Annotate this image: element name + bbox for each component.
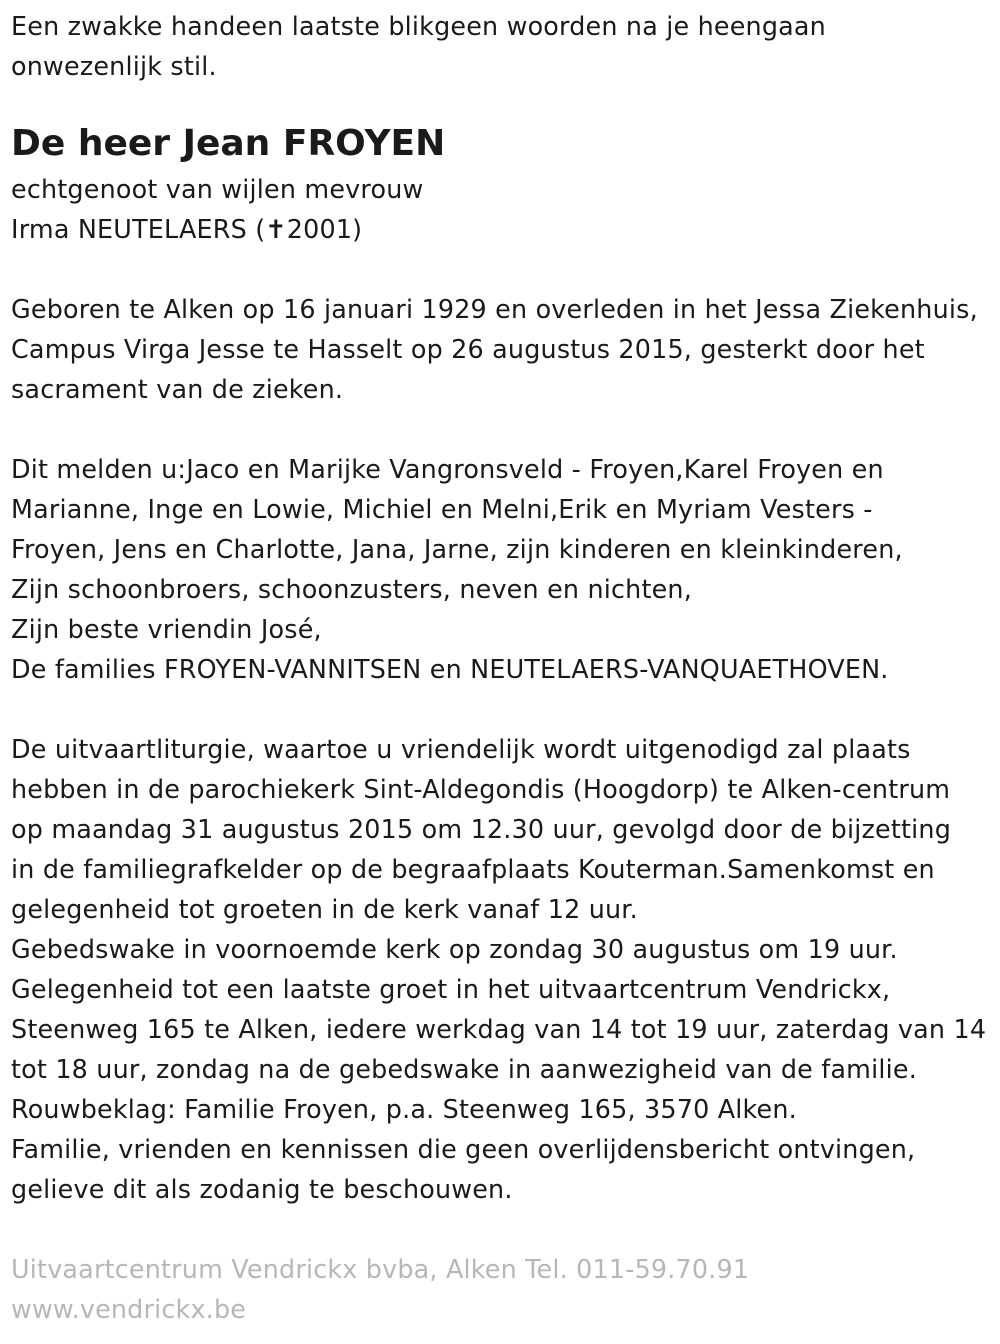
spacer	[11, 249, 996, 289]
paragraph-line: Geboren te Alken op 16 januari 1929 en overleden in het Jessa Ziekenhuis,	[11, 294, 978, 324]
paragraph-line: Rouwbeklag: Familie Froyen, p.a. Steenweg 165, 3570 Alken.	[11, 1094, 797, 1124]
paragraph-line: op maandag 31 augustus 2015 om 12.30 uur, gevolgd door de bijzetting	[11, 814, 952, 844]
birth-death-paragraph	[11, 289, 996, 409]
paragraph-line: Zijn beste vriendin José,	[11, 614, 322, 644]
paragraph-line: Steenweg 165 te Alken, iedere werkdag van 14 tot 19 uur, zaterdag van 14	[11, 1014, 987, 1044]
intro-line: onwezenlijk stil.	[11, 51, 217, 81]
paragraph-line: Gebedswake in voornoemde kerk op zondag 30 augustus om 19 uur.	[11, 934, 898, 964]
paragraph-line: in de familiegrafkelder op de begraafplaats Kouterman.Samenkomst en	[11, 854, 935, 884]
deceased-name: De heer Jean FROYEN	[11, 123, 446, 164]
funeral-home-website[interactable]: www.vendrickx.be	[11, 1294, 247, 1324]
paragraph-line: Familie, vrienden en kennissen die geen overlijdensbericht ontvingen,	[11, 1134, 916, 1164]
spacer	[11, 409, 996, 449]
funeral-paragraph	[11, 729, 996, 1209]
paragraph-line: Marianne, Inge en Lowie, Michiel en Melni,Erik en Myriam Vesters -	[11, 494, 873, 524]
intro-line: Een zwakke handeen laatste blikgeen woorden na je heengaan	[11, 11, 826, 41]
paragraph-line: hebben in de parochiekerk Sint-Aldegondis (Hoogdorp) te Alken-centrum	[11, 774, 951, 804]
intro-verse	[11, 6, 996, 86]
paragraph-line: sacrament van de zieken.	[11, 374, 344, 404]
paragraph-line: gelegenheid tot groeten in de kerk vanaf 12 uur.	[11, 894, 638, 924]
funeral-home-footer	[11, 1249, 996, 1329]
paragraph-line: Froyen, Jens en Charlotte, Jana, Jarne, zijn kinderen en kleinkinderen,	[11, 534, 903, 564]
obituary-notice	[11, 6, 996, 1329]
spouse-line: Irma NEUTELAERS (✝2001)	[11, 214, 363, 244]
paragraph-line: tot 18 uur, zondag na de gebedswake in aanwezigheid van de familie.	[11, 1054, 917, 1084]
spouse-info	[11, 169, 996, 249]
paragraph-line: Zijn schoonbroers, schoonzusters, neven en nichten,	[11, 574, 692, 604]
paragraph-line: Campus Virga Jesse te Hasselt op 26 augustus 2015, gesterkt door het	[11, 334, 925, 364]
spouse-line: echtgenoot van wijlen mevrouw	[11, 174, 424, 204]
paragraph-line: De families FROYEN-VANNITSEN en NEUTELAERS-VANQUAETHOVEN.	[11, 654, 889, 684]
family-paragraph	[11, 449, 996, 689]
funeral-home-contact: Uitvaartcentrum Vendrickx bvba, Alken Tel. 011-59.70.91	[11, 1254, 750, 1284]
spacer	[11, 689, 996, 729]
paragraph-line: Gelegenheid tot een laatste groet in het uitvaartcentrum Vendrickx,	[11, 974, 891, 1004]
paragraph-line: gelieve dit als zodanig te beschouwen.	[11, 1174, 513, 1204]
paragraph-line: De uitvaartliturgie, waartoe u vriendelijk wordt uitgenodigd zal plaats	[11, 734, 911, 764]
paragraph-line: Dit melden u:Jaco en Marijke Vangronsveld - Froyen,Karel Froyen en	[11, 454, 884, 484]
